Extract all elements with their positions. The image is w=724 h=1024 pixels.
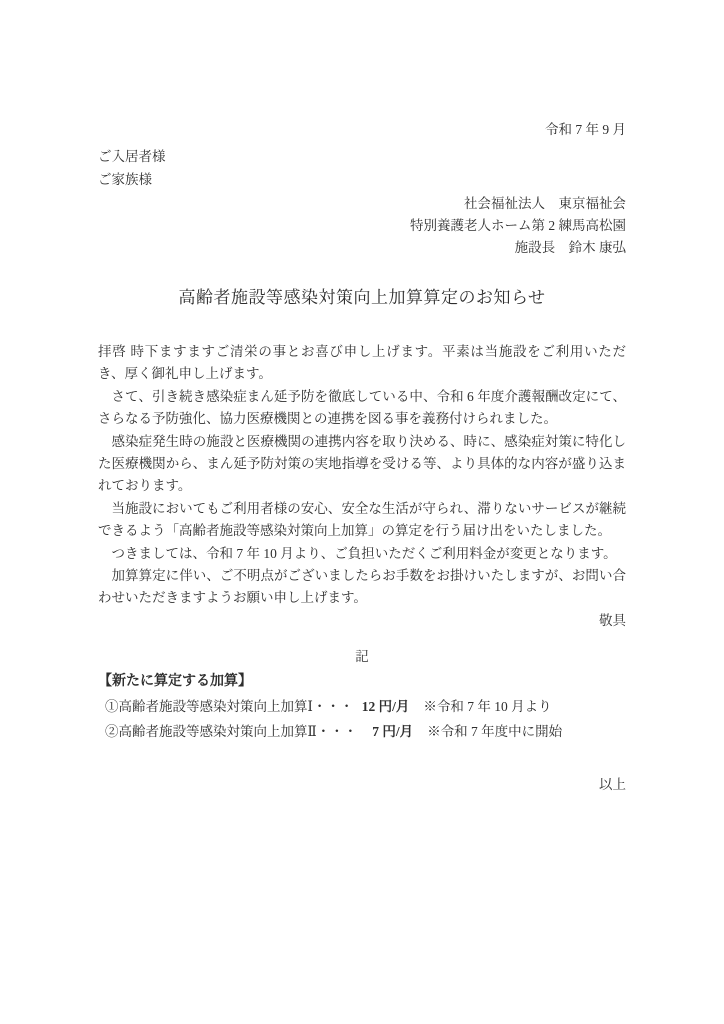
end-marker-ijou: 以上 [599, 777, 626, 793]
addition-item-1-price: 12 円/月 [361, 699, 410, 715]
addition-item-1 [98, 694, 626, 719]
paragraph-greeting: 拝啓 時下ますますご清栄の事とお喜び申し上げます。平素は当施設をご利用いただき、厚く御礼申し上げます。 [98, 344, 626, 382]
document-title: 高齢者施設等感染対策向上加算算定のお知らせ [178, 288, 546, 307]
letter-body [98, 341, 626, 632]
paragraph-background: さて、引き続き感染症まん延予防を徹底している中、令和 6 年度介護報酬改定にて、さらなる予防強化、協力医療機関との連携を図る事を義務付けられました。 [98, 388, 626, 427]
addition-item-2-price: 7 円/月 [372, 724, 414, 740]
sender-block [98, 193, 626, 259]
recipient-block [98, 145, 626, 191]
sender-organization: 社会福祉法人 東京福祉会 [464, 196, 626, 211]
addition-item-1-note: ※令和 7 年 10 月より [423, 699, 552, 715]
paragraph-fee-change: つきましては、令和 7 年 10 月より、ご負担いただくご利用料金が変更となります。 [111, 545, 617, 561]
addition-item-2-label: ②高齢者施設等感染対策向上加算Ⅱ・・・ [105, 724, 358, 740]
addition-section [98, 670, 626, 744]
addition-item-2 [98, 719, 626, 744]
sender-facility: 特別養護老人ホーム第 2 練馬高松園 [410, 218, 626, 233]
recipient-families: ご家族様 [98, 172, 152, 187]
addition-item-1-label: ①高齢者施設等感染対策向上加算Ⅰ・・・ [105, 699, 354, 715]
closing-keigu: 敬具 [599, 612, 626, 628]
paragraph-details: 感染症発生時の施設と医療機関の連携内容を取り決める、時に、感染症対策に特化した医療機関から、まん延予防対策の実地指導を受ける等、より具体的な内容が盛り込まれております。 [98, 433, 626, 494]
addition-item-2-note: ※令和 7 年度中に開始 [427, 724, 563, 740]
paragraph-facility-action: 当施設においてもご利用者様の安心、安全な生活が守られ、滞りないサービスが継続できるよう「高齢者施設等感染対策向上加算」の算定を行う届け出をいたしました。 [98, 500, 626, 539]
sender-director: 施設長 鈴木 康弘 [514, 240, 626, 255]
paragraph-contact: 加算算定に伴い、ご不明点がございましたらお手数をお掛けいたしますが、お問い合わせいただきますようお願い申し上げます。 [98, 568, 626, 606]
letter-date: 令和 7 年 9 月 [545, 122, 626, 137]
recipient-residents: ご入居者様 [98, 149, 166, 164]
record-marker-ki: 記 [355, 649, 369, 665]
addition-section-heading: 【新たに算定する加算】 [98, 674, 252, 690]
